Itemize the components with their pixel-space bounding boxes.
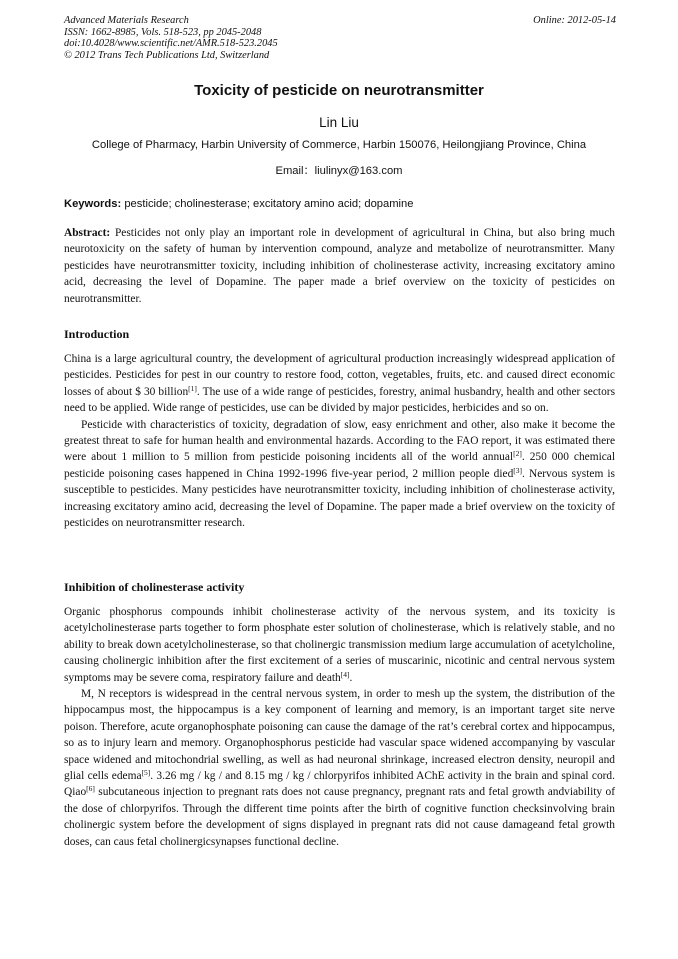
author-name: Lin Liu	[319, 115, 359, 130]
keywords-label: Keywords:	[64, 198, 122, 210]
citation-2[interactable]: [2]	[513, 449, 522, 459]
journal-name: Advanced Materials Research	[64, 15, 189, 26]
journal-issn: ISSN: 1662-8985, Vols. 518-523, pp 2045-2048	[64, 26, 262, 38]
journal-header	[64, 15, 616, 61]
journal-copyright: © 2012 Trans Tech Publications Ltd, Switzerland	[64, 49, 270, 61]
cholinesterase-paragraph-2: M, N receptors is widespread in the central nervous system, in order to mesh up the system, the distribution of the hippocampus most, the hippocampus is a key component of learning and memory, is an important target site nerve poison. Therefore, acute organophosphate poisoning can cause the damage of the rat’s cerebral cortex and hippocampus, so as to injury learn and memory. Organophosphorus pesticide had vascular space widened accompanying by vascular space widened and mitochondrial swelling, as well as had neuronal shrinkage, increased electron density, neuropil and glial cells edema[5]. 3.26 mg / kg / and 8.15 mg / kg / chlorpyrifos inhibited AChE activity in the brain and spinal cord. Qiao[6] subcutaneous injection to pregnant rats does not cause pregnancy, pregnant rats and fetal growth andviability of the dose of chlorpyrifos. Through the different time points after the birth of cognitive function checksinvolving brain cholinergic system before the development of signs displayed in pregnant rats did not cause damageand fetal growth doses, can caus fetal cholinergicsynapses functional decline.	[64, 688, 615, 848]
citation-5[interactable]: [5]	[141, 768, 151, 778]
online-date: Online: 2012-05-14	[533, 15, 616, 26]
introduction-paragraph-2: Pesticide with characteristics of toxicity, degradation of slow, easy enrichment and other, also make it become the greatest threat to safe for human health and environmental hazards. According to the FAO report, it was estimated there were about 1 million to 5 million from pesticide poisoning incidents all of the world annual[2]. 250 000 chemical pesticide poisoning cases happened in China 1992-1996 five-year period, 2 million people died[3]. Nervous system is susceptible to pesticides. Many pesticides have neurotransmitter toxicity, including inhibition of cholinesterase activity, increasing excitatory amino acid, decreasing the level of Dopamine. The paper made a brief overview on the toxicity of pesticides on neurotransmitter research.	[64, 418, 616, 530]
citation-1[interactable]: [1]	[188, 383, 197, 393]
introduction-paragraph-1: China is a large agricultural country, the development of agricultural production increasingly widespread application of pesticides. Pesticides for pest in our country to restore food, cotton, vegetables, fruits, etc. and caused direct economic losses of about $ 30 billion[1]. The use of a wide range of pesticides, forestry, animal husbandry, health and other sectors need to be applied. Wide range of pesticides, use can be divided by major pesticides, herbicides and so on.	[64, 353, 616, 415]
keywords	[64, 198, 616, 210]
section-heading-cholinesterase: Inhibition of cholinesterase activity	[64, 580, 245, 594]
introduction-body	[64, 351, 615, 531]
citation-6[interactable]: [6]	[86, 784, 95, 794]
abstract-label: Abstract:	[64, 227, 111, 239]
author-affiliation: College of Pharmacy, Harbin University of Commerce, Harbin 150076, Heilongjiang Province, China	[91, 139, 587, 151]
journal-doi: doi:10.4028/www.scientific.net/AMR.518-523.2045	[64, 38, 278, 49]
author-email: Email：liulinyx@163.com	[275, 165, 403, 177]
cholinesterase-paragraph-1: Organic phosphorus compounds inhibit cholinesterase activity of the nervous system, and its toxicity is acetylcholinesterase parts together to form phosphate ester solution of cholinesterase, which is relatively stable, and no ability to break down acetylcholinesterase, so that cholinergic transmission medium large accumulation of acetylcholine, causing cholinergic inhibition after the first excitement of a series of muscarinic, nicotinic and central nervous system symptoms may be severe coma, respiratory failure and death[4].	[64, 606, 615, 684]
section-heading-introduction: Introduction	[64, 327, 130, 341]
abstract-text: Pesticides not only play an important role in development of agricultural in China, but also bring much neurotoxicity on the safety of human by intervention compound, analyze and metabolize of neurotransmitter. Many pesticides have neurotransmitter toxicity, including inhibition of cholinesterase activity, increasing excitatory amino acid, decreasing the level of Dopamine. The paper made a brief overview on the toxicity of pesticides on neurotransmitter.	[64, 227, 615, 305]
cholinesterase-body	[64, 604, 615, 850]
paper-title: Toxicity of pesticide on neurotransmitter	[194, 82, 484, 99]
citation-3[interactable]: [3]	[513, 465, 523, 475]
keywords-text: pesticide; cholinesterase; excitatory amino acid; dopamine	[124, 198, 414, 210]
abstract	[64, 225, 615, 307]
citation-4[interactable]: [4]	[340, 669, 350, 679]
